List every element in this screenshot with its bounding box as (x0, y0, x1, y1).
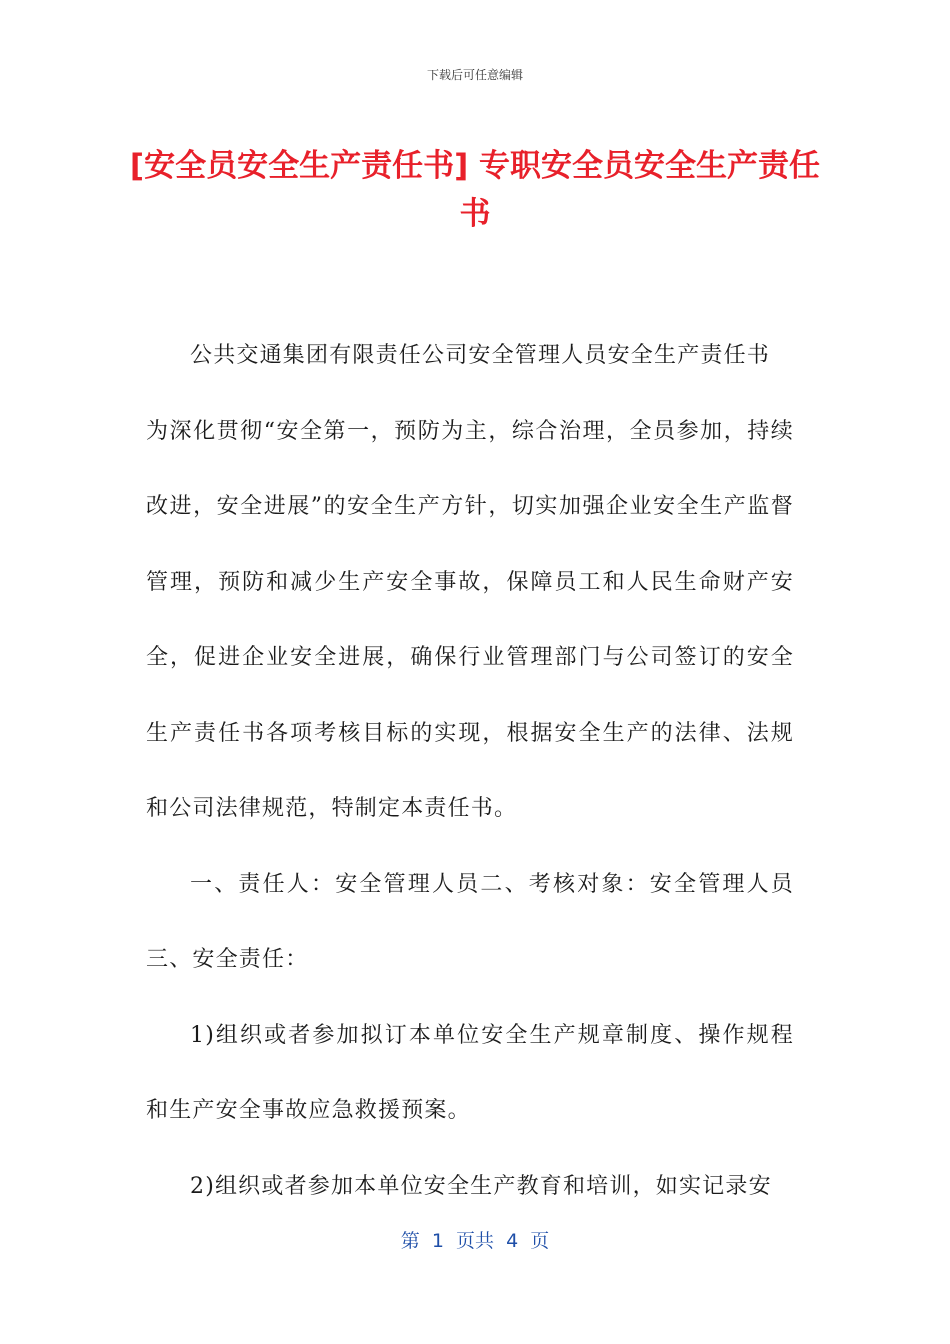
header-note: 下载后可任意编辑 (426, 68, 523, 82)
document-body (146, 318, 794, 1224)
document-title: [安全员安全生产责任书] 专职安全员安全生产责任书 (129, 148, 821, 232)
paragraph-heading: 公共交通集团有限责任公司安全管理人员安全生产责任书 (190, 343, 771, 368)
paragraph-intro: 为深化贯彻“安全第一，预防为主，综合治理，全员参加，持续改进，安全进展”的安全生产方针，切实加强企业安全生产监督管理，预防和减少生产安全事故，保障员工和人民生命财产安全，促进企业安全进展，确保行业管理部门与公司签订的安全生产责任书各项考核目标的实现，根据安全生产的法律、法规和公司法律规范，特制定本责任书。 (146, 418, 794, 821)
paragraph-responsibility: 一、责任人：安全管理人员二、考核对象：安全管理人员三、安全责任： (146, 871, 794, 972)
paragraph-item-2: 2)组织或者参加本单位安全生产教育和培训，如实记录安 (190, 1173, 772, 1199)
paragraph-item-1: 1)组织或者参加拟订本单位安全生产规章制度、操作规程和生产安全事故应急救援预案。 (146, 1022, 794, 1123)
page-number: 第 1 页共 4 页 (400, 1230, 550, 1252)
